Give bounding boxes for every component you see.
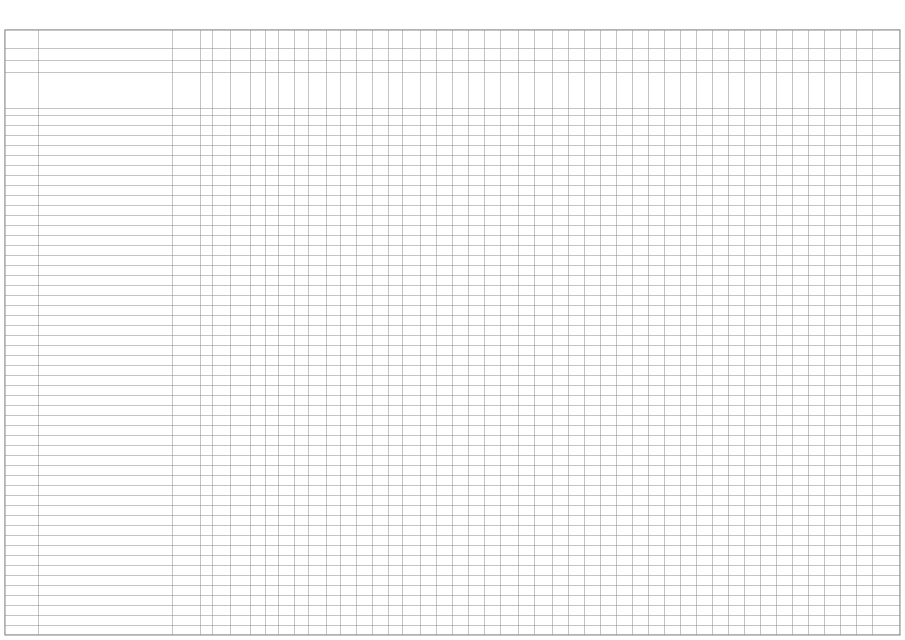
table-grid bbox=[5, 30, 900, 635]
table-frame bbox=[5, 30, 900, 635]
